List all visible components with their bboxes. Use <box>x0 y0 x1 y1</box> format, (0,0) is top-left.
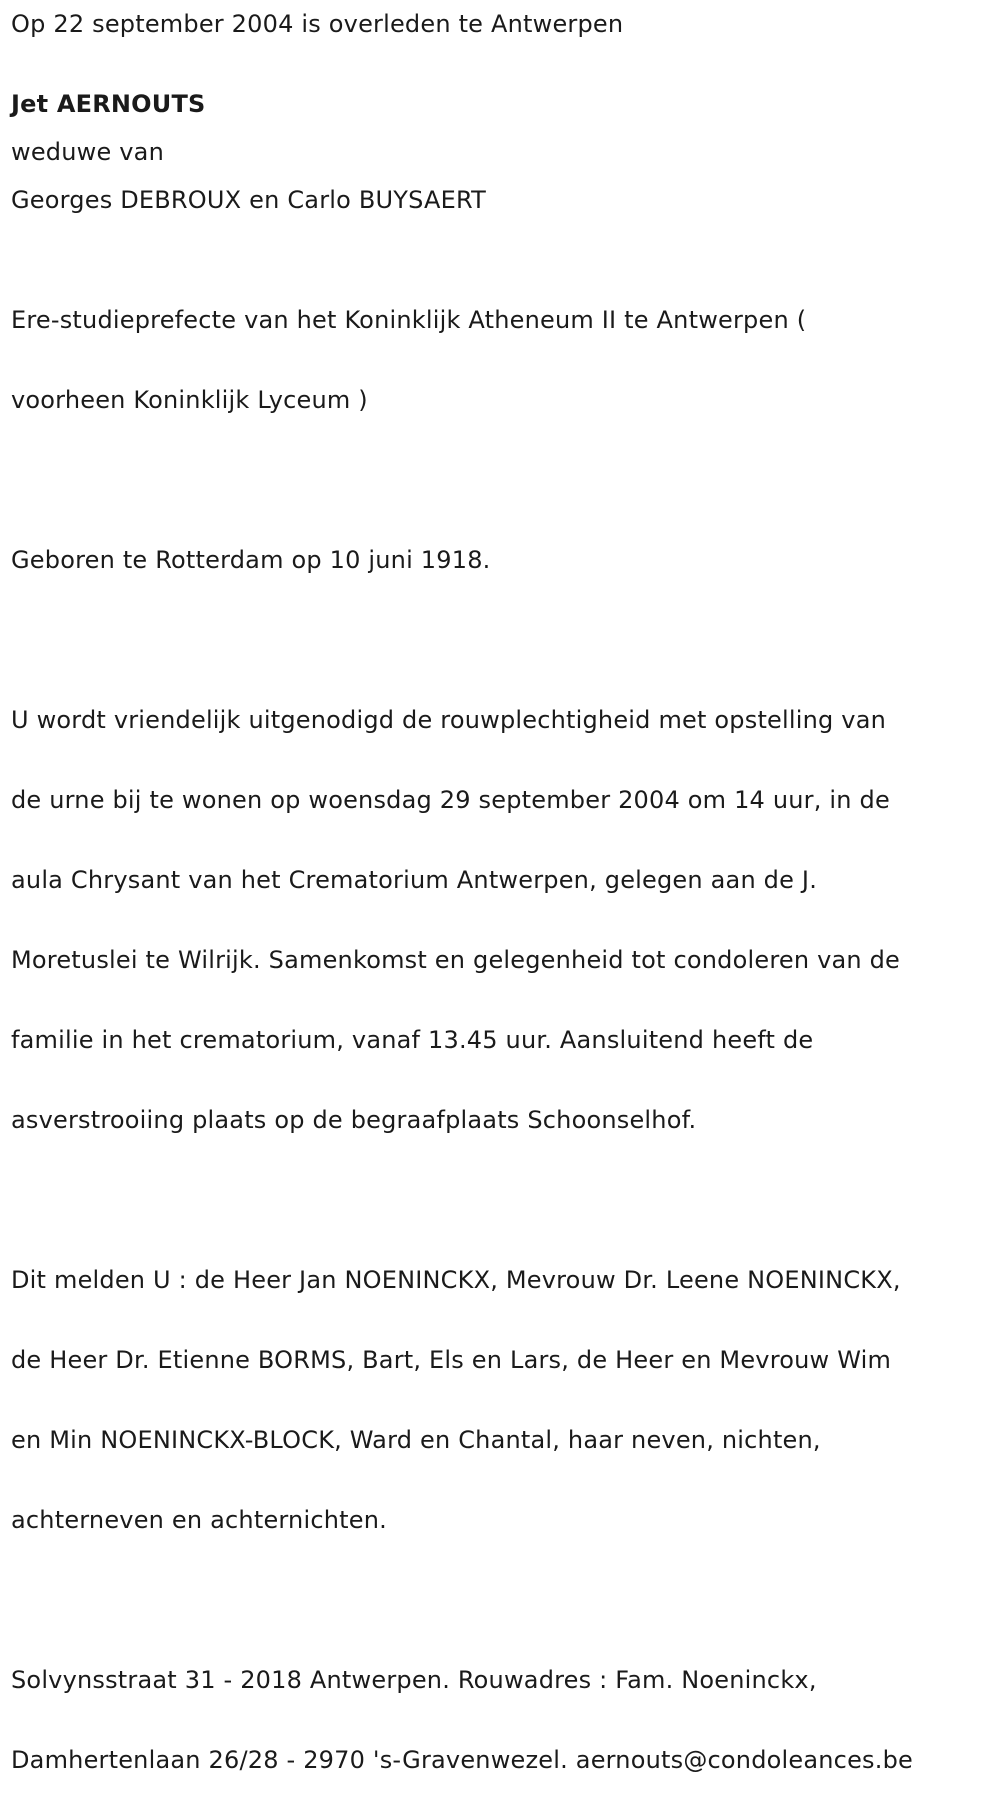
address-paragraph <box>11 1620 996 1820</box>
announcement-line: Op 22 september 2004 is overleden te Antwerpen <box>11 10 624 38</box>
family-paragraph <box>11 1220 996 1580</box>
address-line: Damhertenlaan 26/28 - 2970 's-Gravenwezel. aernouts@condoleances.be <box>11 1746 913 1774</box>
ceremony-line: U wordt vriendelijk uitgenodigd de rouwplechtigheid met opstelling van <box>11 706 887 734</box>
spouses-line: Georges DEBROUX en Carlo BUYSAERT <box>11 186 486 214</box>
birth-line: Geboren te Rotterdam op 10 juni 1918. <box>11 546 491 574</box>
family-line: de Heer Dr. Etienne BORMS, Bart, Els en Lars, de Heer en Mevrouw Wim <box>11 1346 892 1374</box>
deceased-name: Jet AERNOUTS <box>11 90 206 118</box>
title-line: voorheen Koninklijk Lyceum ) <box>11 386 368 414</box>
family-line: achterneven en achternichten. <box>11 1506 387 1534</box>
title-line: Ere-studieprefecte van het Koninklijk Atheneum II te Antwerpen ( <box>11 306 807 334</box>
family-line: Dit melden U : de Heer Jan NOENINCKX, Mevrouw Dr. Leene NOENINCKX, <box>11 1266 901 1294</box>
address-line: Solvynsstraat 31 - 2018 Antwerpen. Rouwadres : Fam. Noeninckx, <box>11 1666 817 1694</box>
ceremony-line: Moretuslei te Wilrijk. Samenkomst en gelegenheid tot condoleren van de <box>11 946 901 974</box>
title-paragraph <box>11 260 996 460</box>
ceremony-paragraph <box>11 660 996 1180</box>
ceremony-line: asverstrooiing plaats op de begraafplaats Schoonselhof. <box>11 1106 697 1134</box>
birth-paragraph <box>11 500 996 620</box>
widow-of-label: weduwe van <box>11 138 164 166</box>
ceremony-line: de urne bij te wonen op woensdag 29 september 2004 om 14 uur, in de <box>11 786 890 814</box>
family-line: en Min NOENINCKX-BLOCK, Ward en Chantal, haar neven, nichten, <box>11 1426 821 1454</box>
ceremony-line: aula Chrysant van het Crematorium Antwerpen, gelegen aan de J. <box>11 866 818 894</box>
ceremony-line: familie in het crematorium, vanaf 13.45 uur. Aansluitend heeft de <box>11 1026 814 1054</box>
obituary-text <box>11 4 996 1820</box>
